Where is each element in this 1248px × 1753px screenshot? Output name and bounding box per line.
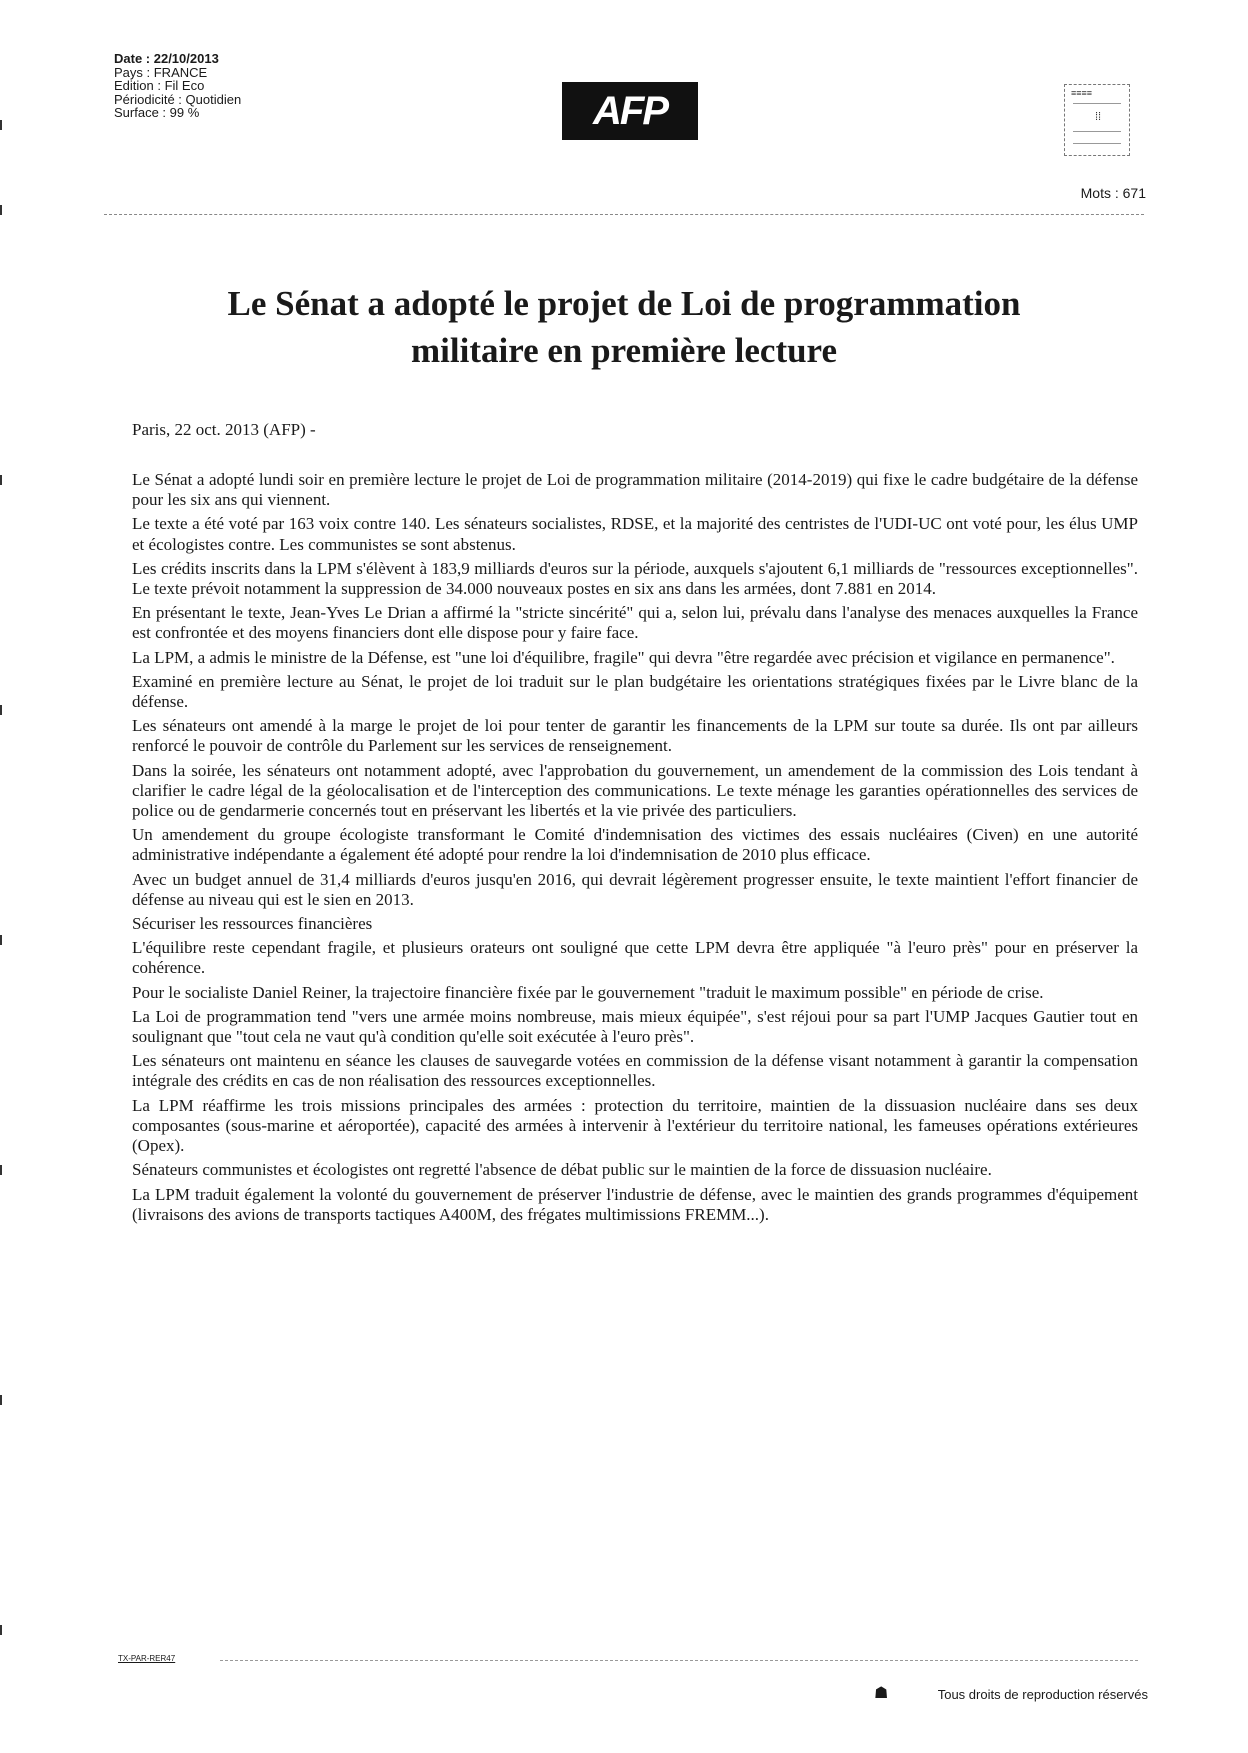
meta-pays: Pays : FRANCE — [114, 64, 208, 80]
rights-notice: Tous droits de reproduction réservés — [937, 1687, 1148, 1702]
meta-date: Date : 22/10/2013 — [114, 51, 219, 66]
paragraph: Dans la soirée, les sénateurs ont notamment adopté, avec l'approbation du gouvernement, un amendement de la commission des Lois tendant à clarifier le cadre légal de la géolocalisation et de l'interception des communications. Le texte ménage les garanties opérationnelles des services de police ou de gendarmerie concernés tout en préservant les libertés et la vie privée des particuliers. — [132, 760, 1138, 821]
paragraph: Pour le socialiste Daniel Reiner, la trajectoire financière fixée par le gouvernement "traduit le maximum possible" en période de crise. — [132, 982, 1044, 1002]
meta-periodicite: Périodicité : Quotidien — [114, 91, 242, 107]
paragraph: Les sénateurs ont amendé à la marge le projet de loi pour tenter de garantir les financements de la LPM sur toute sa durée. Ils ont par ailleurs renforcé le pouvoir de contrôle du Parlement sur les services de renseignement. — [132, 716, 1138, 756]
section-subheading: Sécuriser les ressources financières — [132, 914, 373, 934]
paragraph: Le texte a été voté par 163 voix contre 140. Les sénateurs socialistes, RDSE, et la majorité des centristes de l'UDI-UC ont voté pour, les élus UMP et écologistes contre. Les communistes se sont abstenus. — [132, 514, 1138, 554]
paragraph: Avec un budget annuel de 31,4 milliards d'euros jusqu'en 2016, qui devrait légèrement progresser ensuite, le texte maintient l'effort financier de défense au niveau qui est le sien en 2013. — [132, 869, 1138, 909]
scan-margin-mark — [0, 475, 2, 485]
word-count: Mots : 671 — [1080, 185, 1146, 201]
paragraph: Sénateurs communistes et écologistes ont regretté l'absence de débat public sur le maintien de la force de dissuasion nucléaire. — [132, 1160, 992, 1180]
document-metadata — [114, 52, 241, 120]
title-line-2: militaire en première lecture — [411, 331, 837, 370]
scan-margin-mark — [0, 705, 2, 715]
meta-edition: Edition : Fil Eco — [114, 78, 205, 93]
paragraph: En présentant le texte, Jean-Yves Le Drian a affirmé la "stricte sincérité" qui a, selon lui, prévalu dans l'analyse des menaces auxquelles la France est confrontée et des moyens financiers dont elle dispose pour y faire face. — [132, 603, 1138, 643]
header-divider — [104, 214, 1144, 215]
paragraph: La LPM traduit également la volonté du gouvernement de préserver l'industrie de défense, avec le maintien des grands programmes d'équipement (livraisons des avions de transports tactiques A400M, des frégates multimissions FREMM...). — [132, 1184, 1138, 1224]
title-line-1: Le Sénat a adopté le projet de Loi de programmation — [227, 284, 1021, 323]
afp-logo: AFP — [562, 82, 698, 140]
paragraph: Examiné en première lecture au Sénat, le projet de loi traduit sur le plan budgétaire les orientations stratégiques fixées par le Livre blanc de la défense. — [132, 671, 1138, 712]
reference-code: TX-PAR-RER47 — [118, 1654, 176, 1663]
paragraph: Un amendement du groupe écologiste transformant le Comité d'indemnisation des victimes des essais nucléaires (Civen) en une autorité administrative indépendante a également été adopté pour rendre la loi d'indemnisation de 2010 plus efficace. — [132, 825, 1138, 865]
paragraph: Les sénateurs ont maintenu en séance les clauses de sauvegarde votées en commission de la défense visant notamment à garantir la compensation intégrale des crédits en cas de non réalisation des ressources exceptionnelles. — [132, 1051, 1138, 1091]
scan-margin-mark — [0, 1165, 2, 1175]
scan-margin-mark — [0, 935, 2, 945]
paragraph: La Loi de programmation tend "vers une armée moins nombreuse, mais mieux équipée", s'est réjoui pour sa part l'UMP Jacques Gautier tout en soulignant que "tout cela ne vaut qu'à condition qu'elle soit exécutée à l'euro près". — [132, 1006, 1138, 1047]
article-dateline: Paris, 22 oct. 2013 (AFP) - — [132, 420, 316, 439]
paragraph: La LPM réaffirme les trois missions principales des armées : protection du territoire, maintien de la dissuasion nucléaire dans ses deux composantes (sous-marine et aéroportée), capacité des armées à intervenir à l'extérieur du territoire national, les fameuses opérations extérieures (Opex). — [132, 1095, 1138, 1156]
stamp-icon: ≡≡≡≡ ⁞⁞ — [1064, 84, 1130, 156]
scan-margin-mark — [0, 120, 2, 130]
paragraph: La LPM, a admis le ministre de la Défense, est "une loi d'équilibre, fragile" qui devra "être regardée avec précision et vigilance en permanence". — [132, 647, 1115, 667]
scan-margin-mark — [0, 1395, 2, 1405]
stamp-mark-icon: ☗ — [874, 1683, 889, 1702]
footer-divider — [220, 1660, 1138, 1661]
paragraph: L'équilibre reste cependant fragile, et plusieurs orateurs ont souligné que cette LPM devra être appliquée "à l'euro près" pour en préserver la cohérence. — [132, 938, 1138, 978]
article-title — [104, 280, 1144, 374]
scan-margin-mark — [0, 1625, 2, 1635]
paragraph: Le Sénat a adopté lundi soir en première lecture le projet de Loi de programmation militaire (2014-2019) qui fixe le cadre budgétaire de la défense pour les six ans qui viennent. — [132, 470, 1138, 510]
meta-surface: Surface : 99 % — [114, 105, 200, 120]
scan-margin-mark — [0, 205, 2, 215]
article-body — [132, 470, 1138, 1229]
paragraph: Les crédits inscrits dans la LPM s'élèvent à 183,9 milliards d'euros sur la période, auxquels s'ajoutent 6,1 milliards de "ressources exceptionnelles". Le texte prévoit notamment la suppression de 34.000 nouveaux postes en six ans dans les armées, dont 7.881 en 2014. — [132, 558, 1138, 599]
